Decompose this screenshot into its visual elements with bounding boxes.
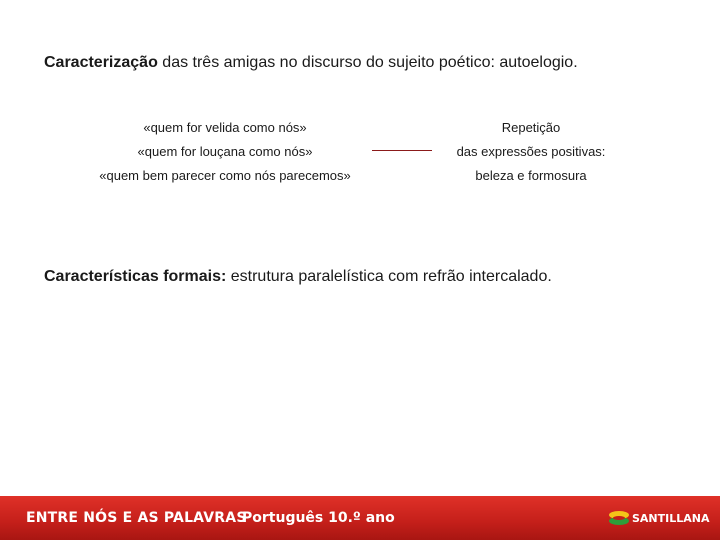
formal-features-text: estrutura paralelística com refrão intercalado. — [226, 268, 552, 285]
brand-logo — [608, 508, 710, 528]
characterization-label: Caracterização — [44, 54, 158, 71]
quote-item: «quem for velida como nós» — [143, 120, 307, 135]
characterization-text: das três amigas no discurso do sujeito poético: autoelogio. — [157, 54, 578, 71]
connector-line — [372, 150, 432, 151]
footer-bar — [0, 496, 720, 540]
subject-label: Português 10.º ano — [242, 510, 395, 526]
quote-item: «quem for louçana como nós» — [137, 144, 313, 159]
summary-line: das expressões positivas: — [456, 144, 606, 159]
characterization-line — [44, 54, 578, 72]
santillana-logo-icon — [608, 508, 630, 528]
formal-features-label: Características formais: — [44, 268, 227, 285]
series-title: ENTRE NÓS E AS PALAVRAS — [26, 510, 247, 526]
summary-line: beleza e formosura — [475, 168, 587, 183]
quotes-list — [60, 116, 390, 188]
summary-text — [440, 116, 622, 188]
summary-line: Repetição — [501, 120, 561, 135]
formal-features-line — [44, 268, 552, 286]
quote-item: «quem bem parecer como nós parecemos» — [99, 168, 351, 183]
brand-name: SANTILLANA — [632, 511, 710, 525]
